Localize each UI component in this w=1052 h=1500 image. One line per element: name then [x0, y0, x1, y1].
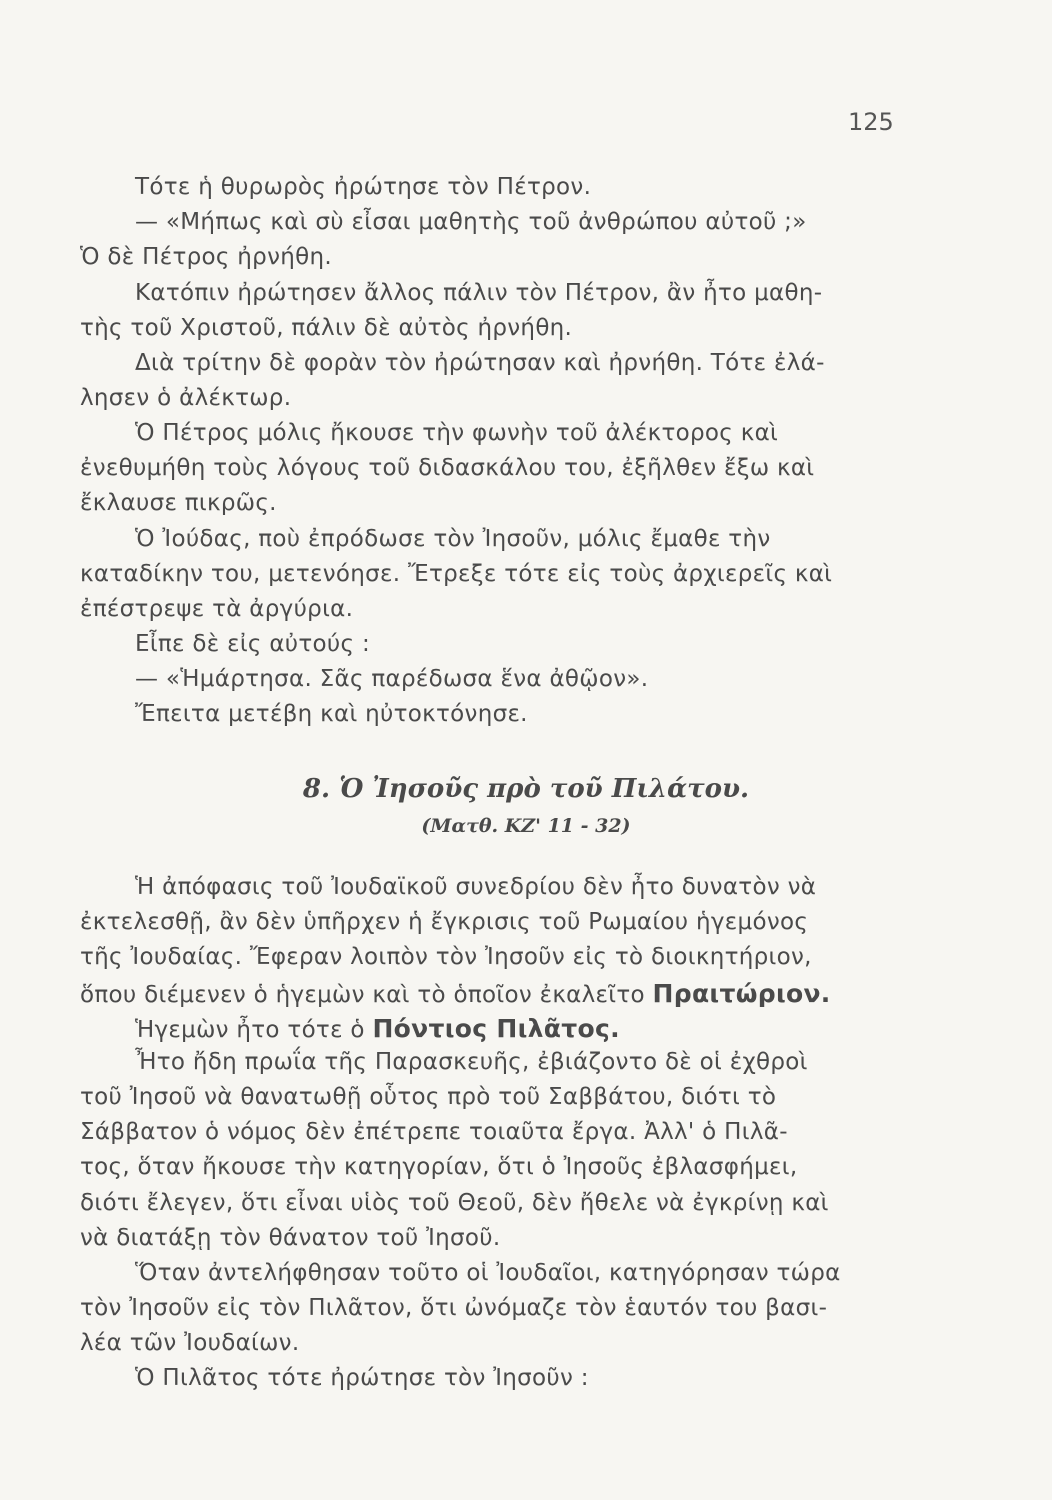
- text-line: Ὁ Πιλᾶτος τότε ἠρώτησε τὸν Ἰησοῦν :: [135, 1365, 589, 1391]
- text-line: Ὁ Ἰούδας, ποὺ ἐπρόδωσε τὸν Ἰησοῦν, μόλις ἔμαθε τὴν: [135, 526, 771, 552]
- text-line: — «Ἡμάρτησα. Σᾶς παρέδωσα ἕνα ἀθῷον».: [135, 666, 649, 692]
- text-line: νὰ διατάξῃ τὸν θάνατον τοῦ Ἰησοῦ.: [80, 1225, 501, 1251]
- text-line: διότι ἔλεγεν, ὅτι εἶναι υἱὸς τοῦ Θεοῦ, δὲν ἤθελε νὰ ἐγκρίνῃ καὶ: [80, 1190, 829, 1216]
- page-number: 125: [848, 108, 894, 136]
- text-line: τὸν Ἰησοῦν εἰς τὸν Πιλᾶτον, ὅτι ὠνόμαζε τὸν ἑαυτόν του βασι-: [80, 1295, 828, 1321]
- text-line: Διὰ τρίτην δὲ φορὰν τὸν ἠρώτησαν καὶ ἠρνήθη. Τότε ἐλά-: [135, 350, 825, 376]
- text-line: ἐνεθυμήθη τοὺς λόγους τοῦ διδασκάλου του, ἐξῆλθεν ἔξω καὶ: [80, 455, 815, 481]
- text-line: Σάββατον ὁ νόμος δὲν ἐπέτρεπε τοιαῦτα ἔργα. Ἀλλ' ὁ Πιλᾶ-: [80, 1119, 788, 1145]
- section-reference: (Ματθ. ΚΖ' 11 - 32): [421, 815, 631, 837]
- text-segment: Ἡγεμὼν ἦτο τότε ὁ: [135, 1017, 365, 1043]
- text-line: ἔκλαυσε πικρῶς.: [80, 490, 277, 516]
- text-line: [135, 1016, 997, 1042]
- text-line: Ἦτο ἤδη πρωΐα τῆς Παρασκευῆς, ἐβιάζοντο δὲ οἱ ἐχθροὶ: [135, 1049, 808, 1075]
- section-title: 8. Ὁ Ἰησοῦς πρὸ τοῦ Πιλάτου.: [302, 774, 750, 804]
- text-line: τος, ὅταν ἤκουσε τὴν κατηγορίαν, ὅτι ὁ Ἰησοῦς ἐβλασφήμει,: [80, 1154, 798, 1180]
- text-segment: ὅπου διέμενεν ὁ ἡγεμὼν καὶ τὸ ὁποῖον ἐκαλεῖτο: [80, 982, 645, 1008]
- text-line: Ἔπειτα μετέβη καὶ ηὐτοκτόνησε.: [135, 701, 528, 727]
- text-line: λέα τῶν Ἰουδαίων.: [80, 1330, 300, 1356]
- text-line: Εἶπε δὲ εἰς αὐτούς :: [135, 631, 371, 657]
- text-line: λησεν ὁ ἀλέκτωρ.: [80, 385, 292, 411]
- emphasis-pontius-pilate: Πόντιος Πιλᾶτος.: [372, 1014, 620, 1043]
- text-line: Ὅταν ἀντελήφθησαν τοῦτο οἱ Ἰουδαῖοι, κατηγόρησαν τώρα: [135, 1260, 841, 1286]
- text-line: — «Μήπως καὶ σὺ εἶσαι μαθητὴς τοῦ ἀνθρώπου αὐτοῦ ;»: [135, 209, 807, 235]
- text-line: Τότε ἡ θυρωρὸς ἠρώτησε τὸν Πέτρον.: [135, 174, 592, 200]
- text-line: τοῦ Ἰησοῦ νὰ θανατωθῇ οὗτος πρὸ τοῦ Σαββάτου, διότι τὸ: [80, 1084, 777, 1110]
- text-line: Ἡ ἀπόφασις τοῦ Ἰουδαϊκοῦ συνεδρίου δὲν ἦτο δυνατὸν νὰ: [135, 874, 817, 900]
- text-line: [80, 981, 942, 1007]
- text-line: Ὁ Πέτρος μόλις ἤκουσε τὴν φωνὴν τοῦ ἀλέκτορος καὶ: [135, 420, 779, 446]
- text-line: Κατόπιν ἠρώτησεν ἄλλος πάλιν τὸν Πέτρον, ἂν ἦτο μαθη-: [135, 280, 823, 306]
- text-line: Ὁ δὲ Πέτρος ἠρνήθη.: [80, 244, 332, 270]
- emphasis-praetorium: Πραιτώριον.: [652, 979, 831, 1008]
- text-line: τὴς τοῦ Χριστοῦ, πάλιν δὲ αὐτὸς ἠρνήθη.: [80, 315, 573, 341]
- text-line: ἐκτελεσθῇ, ἂν δὲν ὑπῆρχεν ἡ ἔγκρισις τοῦ Ρωμαίου ἡγεμόνος: [80, 909, 809, 935]
- text-line: ἐπέστρεψε τὰ ἀργύρια.: [80, 596, 354, 622]
- text-line: καταδίκην του, μετενόησε. Ἔτρεξε τότε εἰς τοὺς ἀρχιερεῖς καὶ: [80, 561, 833, 587]
- text-line: τῆς Ἰουδαίας. Ἔφεραν λοιπὸν τὸν Ἰησοῦν εἰς τὸ διοικητήριον,: [80, 944, 812, 970]
